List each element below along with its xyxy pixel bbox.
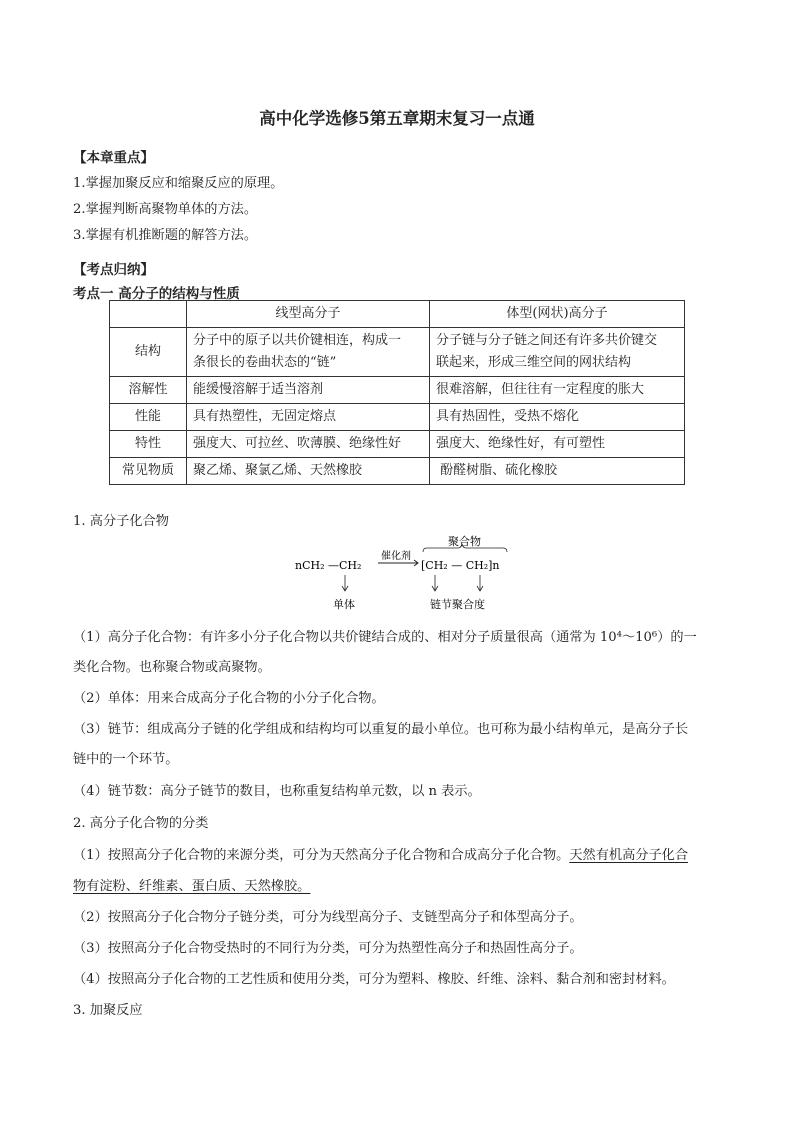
row-label: 结构 bbox=[110, 328, 187, 377]
table-header-linear: 线型高分子 bbox=[187, 301, 430, 328]
table-cell bbox=[187, 404, 430, 431]
paragraph bbox=[73, 844, 688, 863]
row-label: 特性 bbox=[110, 431, 187, 458]
key-point-item: 1.掌握加聚反应和缩聚反应的原理。 bbox=[73, 176, 284, 191]
table-row bbox=[110, 458, 685, 485]
table-row bbox=[110, 431, 685, 458]
row-label: 溶解性 bbox=[110, 377, 187, 404]
cell-line: 能缓慢溶解于适当溶剂 bbox=[193, 382, 324, 397]
cell-line: 分子中的原子以共价键相连，构成一 bbox=[193, 333, 402, 348]
cell-line: 酚醛树脂、硫化橡胶 bbox=[436, 463, 558, 478]
section3-heading: 3. 加聚反应 bbox=[73, 1003, 143, 1018]
paragraph: （3）链节：组成高分子链的化学组成和结构均可以重复的最小单位。也可称为最小结构单元，是高分子长 bbox=[73, 722, 689, 737]
cell-line: 联起来，形成三维空间的网状结构 bbox=[436, 355, 632, 370]
cell-line: 很难溶解，但往往有一定程度的胀大 bbox=[436, 382, 645, 397]
paragraph: （3）按照高分子化合物受热时的不同行为分类，可分为热塑性高分子和热固性高分子。 bbox=[73, 941, 583, 956]
section2-heading: 2. 高分子化合物的分类 bbox=[73, 816, 209, 831]
table-cell bbox=[430, 458, 685, 485]
table-cell bbox=[187, 431, 430, 458]
table-header-empty bbox=[110, 301, 187, 328]
chain-caption: 链节聚合度 bbox=[430, 598, 485, 611]
polymer-comparison-table bbox=[109, 300, 685, 485]
table-cell bbox=[430, 404, 685, 431]
table-header-network: 体型(网状)高分子 bbox=[430, 301, 685, 328]
monomer-formula: nCH₂ —CH₂ bbox=[295, 559, 362, 572]
paragraph: （1）高分子化合物：有许多小分子化合物以共价键结合成的、相对分子质量很高（通常为 10⁴～10⁶）的一 bbox=[73, 630, 697, 645]
paragraph: 类化合物。也称聚合物或高聚物。 bbox=[73, 660, 271, 675]
paragraph-text: （1）按照高分子化合物的来源分类，可分为天然高分子化合物和合成高分子化合物。 bbox=[73, 848, 570, 863]
table-cell bbox=[430, 328, 685, 377]
cell-line: 强度大、绝缘性好，有可塑性 bbox=[436, 436, 606, 451]
table-cell bbox=[187, 328, 430, 377]
paragraph: （4）按照高分子化合物的工艺性质和使用分类，可分为塑料、橡胶、纤维、涂料、黏合剂和密封材料。 bbox=[73, 972, 675, 987]
table-cell bbox=[187, 377, 430, 404]
table-row bbox=[110, 328, 685, 377]
section1-heading: 1. 高分子化合物 bbox=[73, 514, 169, 529]
key-points-heading: 【本章重点】 bbox=[73, 150, 154, 166]
table-cell bbox=[187, 458, 430, 485]
cell-line: 聚乙烯、聚氯乙烯、天然橡胶 bbox=[193, 463, 363, 478]
monomer-caption: 单体 bbox=[333, 598, 355, 611]
table-cell bbox=[430, 431, 685, 458]
table-row bbox=[110, 404, 685, 431]
topic-heading: 考点一 高分子的结构与性质 bbox=[73, 286, 240, 302]
polymerization-diagram bbox=[290, 530, 520, 615]
catalyst-label: 催化剂 bbox=[381, 551, 411, 562]
row-label: 常见物质 bbox=[110, 458, 187, 485]
cell-line: 分子链与分子链之间还有许多共价键交 bbox=[436, 333, 658, 348]
page-title: 高中化学选修5第五章期末复习一点通 bbox=[259, 109, 535, 128]
cell-line: 条很长的卷曲状态的“链” bbox=[193, 355, 337, 370]
underlined-text: 天然有机高分子化合 bbox=[569, 848, 689, 863]
paragraph: 链中的一个环节。 bbox=[73, 752, 179, 767]
paragraph: （2）单体：用来合成高分子化合物的小分子化合物。 bbox=[73, 691, 385, 706]
row-label: 性能 bbox=[110, 404, 187, 431]
table-row bbox=[110, 377, 685, 404]
underlined-text: 物有淀粉、纤维素、蛋白质、天然橡胶。 bbox=[73, 879, 311, 894]
cell-line: 强度大、可拉丝、吹薄膜、绝缘性好 bbox=[193, 436, 402, 451]
polymer-label: 聚合物 bbox=[448, 535, 481, 548]
cell-line: 具有热塑性，无固定熔点 bbox=[193, 409, 337, 424]
paragraph: （4）链节数：高分子链节的数目，也称重复结构单元数，以 n 表示。 bbox=[73, 784, 481, 799]
polymer-formula: [CH₂ — CH₂]n bbox=[421, 559, 500, 572]
paragraph: （2）按照高分子化合物分子链分类，可分为线型高分子、支链型高分子和体型高分子。 bbox=[73, 910, 583, 925]
key-point-item: 3.掌握有机推断题的解答方法。 bbox=[73, 228, 258, 243]
key-point-item: 2.掌握判断高聚物单体的方法。 bbox=[73, 202, 258, 217]
table-cell bbox=[430, 377, 685, 404]
cell-line: 具有热固性，受热不熔化 bbox=[436, 409, 580, 424]
table-header-row bbox=[110, 301, 685, 328]
summary-heading: 【考点归纳】 bbox=[73, 262, 154, 278]
